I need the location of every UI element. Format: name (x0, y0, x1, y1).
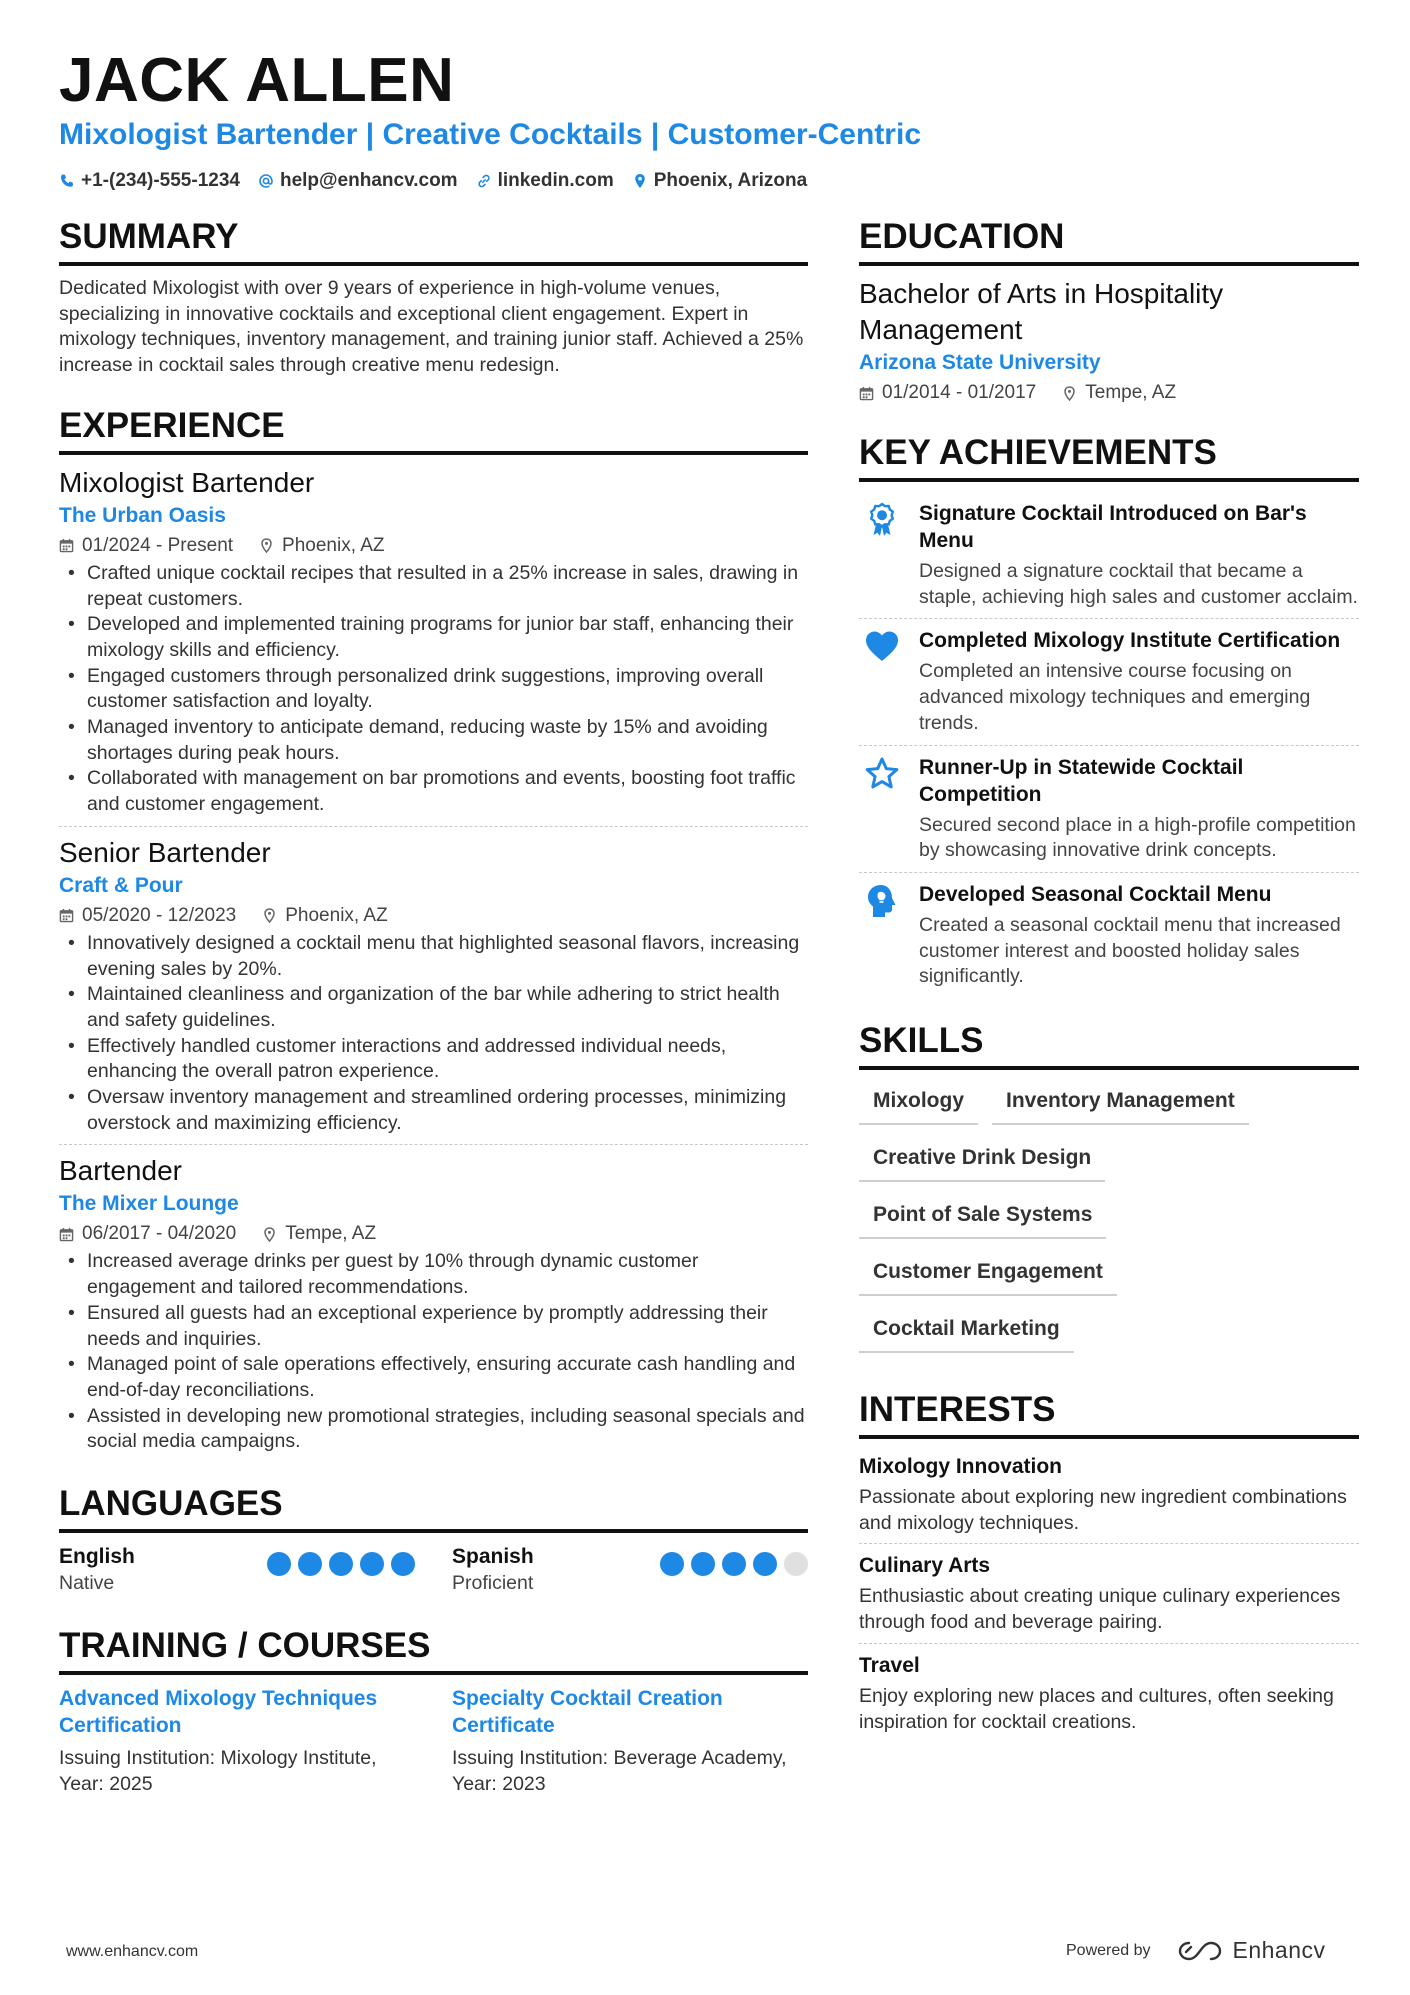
achievement-icon-wrap (859, 500, 905, 610)
interest-item (859, 1449, 1359, 1544)
rating-dot-filled (391, 1552, 415, 1576)
achievement-item (859, 873, 1359, 998)
location-text: Phoenix, Arizona (653, 170, 808, 191)
bullet-item: • Ensured all guests had an exceptional experience by promptly addressing their needs and inquiries. (59, 1301, 808, 1352)
bullet-item: • Managed inventory to anticipate demand, reducing waste by 15% and avoiding shortages during peak hours. (59, 715, 808, 766)
achievement-desc: Completed an intensive course focusing on advanced mixology techniques and emerging trends. (919, 660, 1311, 734)
interest-desc: Enjoy exploring new places and cultures, often seeking inspiration for cocktail creations. (859, 1684, 1334, 1733)
calendar-icon (59, 908, 74, 923)
achievement-icon-wrap (859, 881, 905, 990)
skill-tag: Cocktail Marketing (859, 1308, 1074, 1353)
job-location: Phoenix, AZ (282, 534, 385, 556)
left-column (59, 214, 808, 1797)
company-name: The Mixer Lounge (59, 1192, 239, 1216)
course-title: Specialty Cocktail Creation Certificate (452, 1687, 723, 1738)
interests-heading: INTERESTS (859, 1387, 1359, 1439)
phone-icon (59, 173, 75, 189)
skill-tag: Point of Sale Systems (859, 1194, 1106, 1239)
contact-bar (59, 168, 807, 194)
calendar-icon (59, 538, 74, 553)
map-pin-icon (262, 908, 277, 923)
achievement-title: Signature Cocktail Introduced on Bar's Menu (919, 502, 1307, 552)
job-location-item (259, 531, 384, 561)
award-ribbon-icon (864, 502, 900, 538)
achievement-desc: Created a seasonal cocktail menu that increased customer interest and boosted holiday sales significantly. (919, 913, 1341, 988)
brand-logo[interactable] (1177, 1937, 1326, 1964)
rating-dot-filled (267, 1552, 291, 1576)
job-dates: 01/2024 - Present (82, 534, 234, 556)
achievement-item (859, 746, 1359, 873)
job-bullets (59, 1249, 808, 1455)
achievement-title: Runner-Up in Statewide Cocktail Competition (919, 755, 1244, 806)
skill-tag: Inventory Management (992, 1080, 1249, 1125)
footer-website[interactable]: www.enhancv.com (66, 1943, 199, 1960)
languages-list (59, 1543, 808, 1597)
footer-powered (1066, 1937, 1326, 1964)
job-meta (59, 531, 808, 561)
skill-tag: Mixology (859, 1080, 978, 1125)
experience-entry (59, 835, 808, 1146)
bullet-item: • Developed and implemented training programs for junior bar staff, enhancing their mixology skills and efficiency. (59, 612, 808, 663)
at-icon (258, 173, 274, 189)
language-name: English (59, 1545, 135, 1569)
heart-icon (864, 629, 900, 665)
experience-entry (59, 1153, 808, 1463)
job-title: Mixologist Bartender (59, 466, 315, 498)
star-icon (864, 756, 900, 792)
education-location: Tempe, AZ (1085, 382, 1177, 403)
job-dates-item (59, 901, 236, 931)
job-bullets (59, 931, 808, 1137)
achievement-desc: Designed a signature cocktail that became a staple, achieving high sales and customer acclaim. (919, 560, 1358, 608)
achievement-text (919, 881, 1359, 990)
language-level: Proficient (452, 1572, 534, 1595)
language-rating (267, 1543, 415, 1570)
brand-name: Enhancv (1232, 1937, 1326, 1963)
bullet-item: • Effectively handled customer interactions and addressed individual needs, enhancing the overall patron experience. (59, 1034, 808, 1085)
education-dates: 01/2014 - 01/2017 (882, 382, 1037, 403)
contact-phone[interactable] (59, 168, 240, 194)
skills-heading: SKILLS (859, 1018, 1359, 1070)
rating-dot-empty (784, 1552, 808, 1576)
language-level: Native (59, 1572, 115, 1595)
language-text (452, 1543, 534, 1597)
skill-tag: Customer Engagement (859, 1251, 1117, 1296)
job-dates: 06/2017 - 04/2020 (82, 1223, 237, 1245)
achievement-text (919, 500, 1359, 610)
powered-by-text: Powered by (1066, 1941, 1151, 1959)
interest-title: Culinary Arts (859, 1554, 991, 1578)
job-dates-item (59, 1219, 236, 1249)
calendar-icon (859, 386, 874, 401)
achievement-text (919, 754, 1359, 864)
achievement-title: Completed Mixology Institute Certification (919, 629, 1341, 653)
rating-dot-filled (691, 1552, 715, 1576)
achievement-title: Developed Seasonal Cocktail Menu (919, 882, 1272, 906)
right-column (859, 214, 1359, 1746)
bullet-item: • Oversaw inventory management and streamlined ordering processes, minimizing overstock and maximizing efficiency. (59, 1085, 808, 1136)
course-desc: Issuing Institution: Beverage Academy, Year: 2023 (452, 1747, 787, 1796)
job-meta (59, 1219, 808, 1249)
linkedin-text: linkedin.com (497, 170, 614, 191)
email-text: help@enhancv.com (279, 170, 458, 191)
interest-item (859, 1548, 1359, 1643)
course-item (452, 1685, 808, 1797)
map-pin-icon (259, 538, 274, 553)
skills-list (859, 1080, 1359, 1365)
education-heading: EDUCATION (859, 214, 1359, 266)
rating-dot-filled (722, 1552, 746, 1576)
bullet-item: • Collaborated with management on bar promotions and events, boosting foot traffic and customer engagement. (59, 766, 808, 817)
bullet-item: • Crafted unique cocktail recipes that resulted in a 25% increase in sales, drawing in repeat customers. (59, 561, 808, 612)
degree: Bachelor of Arts in Hospitality Management (859, 278, 1224, 345)
rating-dot-filled (360, 1552, 384, 1576)
enhancv-logo-icon (1177, 1939, 1223, 1963)
experience-entry (59, 465, 808, 827)
phone-text: +1-(234)-555-1234 (81, 170, 240, 191)
map-pin-icon (632, 173, 648, 189)
language-item (59, 1543, 415, 1597)
achievement-icon-wrap (859, 627, 905, 736)
rating-dot-filled (660, 1552, 684, 1576)
courses-list (59, 1685, 808, 1797)
company-name: The Urban Oasis (59, 503, 226, 527)
job-title: Senior Bartender (59, 836, 271, 868)
job-location: Tempe, AZ (285, 1223, 377, 1245)
language-name: Spanish (452, 1545, 534, 1569)
course-item (59, 1685, 415, 1797)
school-name: Arizona State University (859, 351, 1101, 374)
job-location-item (262, 901, 387, 931)
achievement-desc: Secured second place in a high-profile competition by showcasing innovative drink concepts. (919, 813, 1356, 862)
achievements-heading: KEY ACHIEVEMENTS (859, 430, 1359, 482)
summary-text: Dedicated Mixologist with over 9 years of experience in high-volume venues, specializing in innovative cocktails and exceptional client engagement. Expert in mixology techniques, inventory management, and training junior staff. Achieved a 25% increase in cocktail sales through creative menu redesign. (59, 277, 804, 377)
link-icon (476, 173, 492, 189)
education-meta (859, 378, 1359, 408)
job-meta (59, 901, 808, 931)
achievement-item (859, 492, 1359, 619)
bullet-item: • Assisted in developing new promotional strategies, including seasonal specials and social media campaigns. (59, 1404, 808, 1455)
rating-dot-filled (298, 1552, 322, 1576)
languages-heading: LANGUAGES (59, 1481, 808, 1533)
contact-linkedin[interactable] (476, 168, 614, 194)
bullet-item: • Innovatively designed a cocktail menu that highlighted seasonal flavors, increasing evening sales by 20%. (59, 931, 808, 982)
summary-heading: SUMMARY (59, 214, 808, 266)
interest-title: Travel (859, 1653, 920, 1677)
interest-item (859, 1648, 1359, 1742)
training-heading: TRAINING / COURSES (59, 1623, 808, 1675)
head-idea-icon (864, 883, 900, 919)
language-item (452, 1543, 808, 1597)
achievement-icon-wrap (859, 754, 905, 864)
interest-desc: Enthusiastic about creating unique culinary experiences through food and beverage pairing. (859, 1585, 1341, 1634)
calendar-icon (59, 1227, 74, 1242)
education-location-item (1062, 378, 1176, 408)
tagline: Mixologist Bartender | Creative Cocktails | Customer-Centric (59, 118, 922, 151)
course-desc: Issuing Institution: Mixology Institute, Year: 2025 (59, 1747, 377, 1796)
contact-email[interactable] (258, 168, 458, 194)
company-name: Craft & Pour (59, 873, 183, 897)
map-pin-icon (1062, 386, 1077, 401)
education-dates-item (859, 378, 1036, 408)
interest-desc: Passionate about exploring new ingredient combinations and mixology techniques. (859, 1486, 1347, 1534)
course-title: Advanced Mixology Techniques Certification (59, 1687, 378, 1738)
language-text (59, 1543, 135, 1597)
achievement-item (859, 619, 1359, 745)
rating-dot-filled (753, 1552, 777, 1576)
bullet-item: • Managed point of sale operations effectively, ensuring accurate cash handling and end-of-day reconciliations. (59, 1352, 808, 1403)
job-bullets (59, 561, 808, 818)
achievement-text (919, 627, 1359, 736)
skill-tag: Creative Drink Design (859, 1137, 1105, 1182)
language-rating (660, 1543, 808, 1570)
contact-location (632, 168, 807, 194)
map-pin-icon (262, 1227, 277, 1242)
candidate-name: JACK ALLEN (59, 46, 455, 115)
experience-heading: EXPERIENCE (59, 403, 808, 455)
bullet-item: • Maintained cleanliness and organization of the bar while adhering to strict health and safety guidelines. (59, 982, 808, 1033)
bullet-item: • Increased average drinks per guest by 10% through dynamic customer engagement and tailored recommendations. (59, 1249, 808, 1300)
interest-title: Mixology Innovation (859, 1455, 1062, 1479)
job-title: Bartender (59, 1155, 182, 1187)
bullet-item: • Engaged customers through personalized drink suggestions, improving overall customer satisfaction and loyalty. (59, 664, 808, 715)
job-dates: 05/2020 - 12/2023 (82, 904, 237, 926)
job-location-item (262, 1219, 376, 1249)
job-location: Phoenix, AZ (285, 904, 388, 926)
rating-dot-filled (329, 1552, 353, 1576)
job-dates-item (59, 531, 233, 561)
